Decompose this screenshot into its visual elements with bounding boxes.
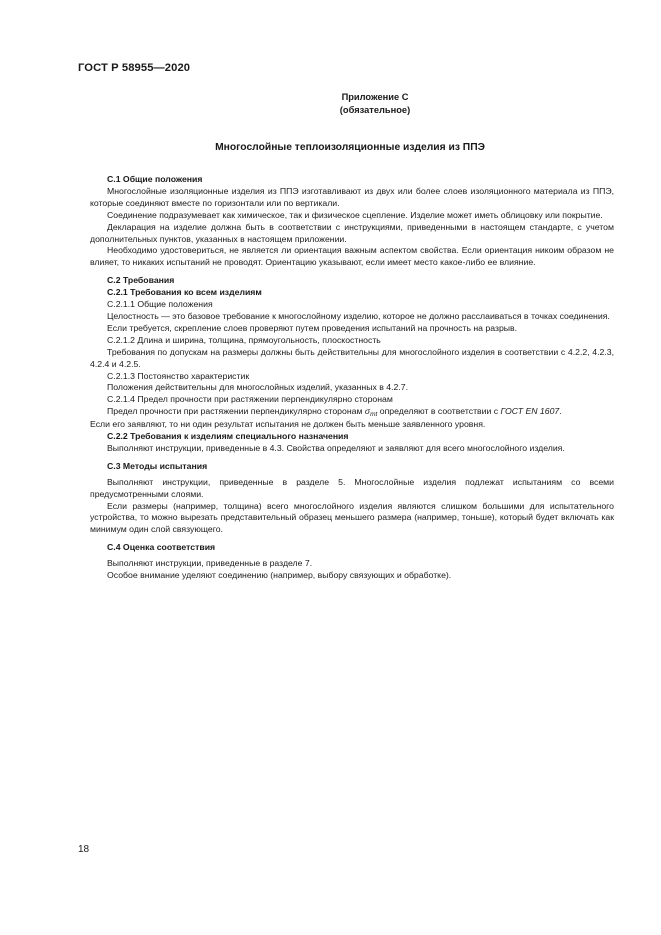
page-title: Многослойные теплоизоляционные изделия из ППЭ (215, 142, 485, 153)
page-number: 18 (78, 844, 90, 855)
paragraph: Необходимо удостовериться, не является ли ориентация важным аспектом свойства. Если ориентация никоим образом не влияет, то никаких испытаний не проводят. Ориентацию указывают, если имеет место какое-либо ее влияние. (90, 245, 614, 268)
paragraph: Если требуется, скрепление слоев проверяют путем проведения испытаний на прочность на разрыв. (107, 322, 518, 333)
paragraph: Выполняют инструкции, приведенные в разделе 7. (107, 558, 313, 569)
annex-status: (обязательное) (339, 104, 411, 115)
section-c4-heading: С.4 Оценка соответствия (107, 542, 216, 553)
section-c21-heading: С.2.1 Требования ко всем изделиям (107, 287, 262, 298)
annex-header (236, 91, 514, 116)
text-run: Предел прочности при растяжении перпендикулярно сторонам (107, 406, 363, 417)
paragraph: Соединение подразумевает как химическое, так и физическое сцепление. Изделие может иметь облицовку или покрытие. (107, 209, 603, 220)
section-c3-heading: С.3 Методы испытания (107, 460, 208, 471)
annex-title: Приложение С (341, 92, 409, 102)
sigma-subscript: mt (370, 411, 378, 419)
text-run: . (559, 406, 562, 417)
section-c22-heading: С.2.2 Требования к изделиям специального назначения (107, 431, 349, 442)
subsection-c214: С.2.1.4 Предел прочности при растяжении перпендикулярно сторонам (107, 394, 393, 405)
paragraph: Декларация на изделие должна быть в соответствии с инструкциями, приведенными в настоящем стандарте, с учетом дополнительных пунктов, указанных в настоящем приложении. (90, 221, 614, 244)
paragraph: Если размеры (например, толщина) всего многослойного изделия являются слишком большими для испытательного устройства, то можно вырезать представительный образец меньшего размера (например, тоньше), который будет включать как минимум один слой связующего. (90, 500, 614, 535)
paragraph: Выполняют инструкции, приведенные в 4.3. Свойства определяют и заявляют для всего многослойного изделия. (107, 442, 565, 453)
paragraph: Если его заявляют, то ни один результат испытания не должен быть меньше заявленного уровня. (90, 419, 486, 430)
paragraph: Особое внимание уделяют соединению (например, выбору связующих и обработке). (107, 570, 452, 581)
document-id: ГОСТ Р 58955—2020 (78, 62, 191, 74)
section-c2-heading: С.2 Требования (107, 275, 175, 286)
paragraph: Многослойные изоляционные изделия из ППЭ изготавливают из двух или более слоев изоляционного материала из ППЭ, которые соединяют вместе по горизонтали или по вертикали. (90, 185, 614, 208)
paragraph: Положения действительны для многослойных изделий, указанных в 4.2.7. (107, 382, 408, 393)
paragraph: Целостность — это базовое требование к многослойному изделию, которое не должно расслаиваться в точках соединения. (107, 310, 610, 321)
paragraph: Выполняют инструкции, приведенные в разделе 5. Многослойные изделия подлежат испытаниям со всеми предусмотренными слоями. (90, 476, 614, 499)
subsection-c212: С.2.1.2 Длина и ширина, толщина, прямоугольность, плоскостность (107, 334, 381, 345)
subsection-c211: С.2.1.1 Общие положения (107, 299, 213, 310)
sigma-symbol: σ (364, 406, 371, 417)
document-body (90, 174, 614, 582)
paragraph (90, 406, 614, 419)
standard-reference: ГОСТ EN 1607 (500, 406, 560, 417)
subsection-c213: С.2.1.3 Постоянство характеристик (107, 370, 250, 381)
text-run: определяют в соответствии с (377, 406, 501, 417)
paragraph: Требования по допускам на размеры должны быть действительны для многослойного изделия в соответствии с 4.2.2, 4.2.3, 4.2.4 и 4.2.5. (90, 346, 614, 369)
section-c1-heading: С.1 Общие положения (107, 174, 203, 184)
